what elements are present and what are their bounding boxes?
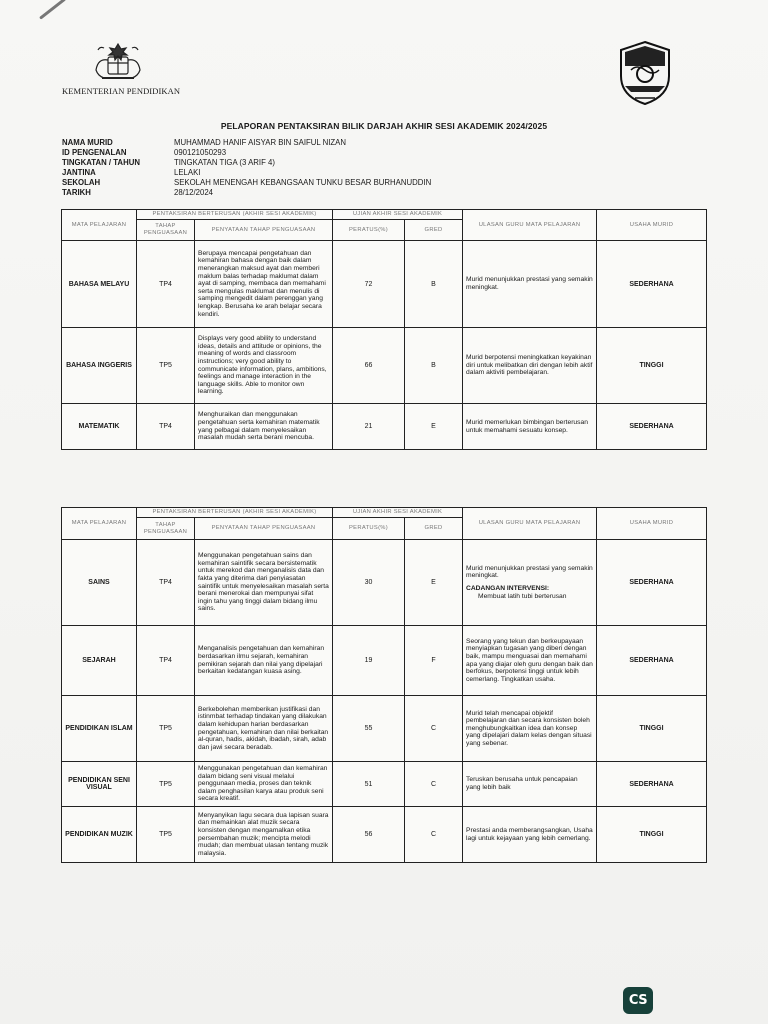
table-row bbox=[62, 404, 707, 450]
grade-cell: F bbox=[405, 626, 463, 696]
intervention-text: Membuat latih tubi berterusan bbox=[478, 592, 567, 600]
percent-cell: 21 bbox=[333, 404, 405, 450]
teacher-comment-text: Murid berpotensi meningkatkan keyakinan diri untuk melibatkan diri dengan lebih aktif dalam aktiviti pembelajaran. bbox=[466, 354, 593, 377]
intervention-label: CADANGAN INTERVENSI: bbox=[466, 585, 550, 592]
header-mastery-level: TAHAP PENGUASAAN bbox=[137, 518, 195, 540]
percent-cell: 72 bbox=[333, 241, 405, 328]
subject-cell: SEJARAH bbox=[62, 626, 137, 696]
header-teacher-comment: ULASAN GURU MATA PELAJARAN bbox=[463, 508, 597, 540]
effort-cell: SEDERHANA bbox=[597, 241, 707, 328]
mastery-statement-cell: Menganalisis pengetahuan dan kemahiran berdasarkan ilmu sejarah, kemahiran pemikiran sejarah dan nilai yang dipelajari berkaitan kedatangan kuasa asing. bbox=[195, 626, 333, 696]
pen-mark bbox=[39, 0, 66, 20]
header-percent: PERATUS(%) bbox=[333, 220, 405, 241]
header-exam: UJIAN AKHIR SESI AKADEMIK bbox=[333, 210, 463, 220]
subject-cell: PENDIDIKAN ISLAM bbox=[62, 696, 137, 762]
table-row bbox=[62, 807, 707, 863]
table-row bbox=[62, 241, 707, 328]
effort-cell: TINGGI bbox=[597, 328, 707, 404]
assessment-table-2 bbox=[61, 507, 707, 863]
header-grade: GRED bbox=[405, 220, 463, 241]
mastery-level-cell: TP5 bbox=[137, 807, 195, 863]
teacher-comment-cell bbox=[463, 241, 597, 328]
grade-cell: B bbox=[405, 328, 463, 404]
teacher-comment-cell bbox=[463, 626, 597, 696]
student-info-label: SEKOLAH bbox=[62, 178, 101, 187]
teacher-comment-text: Teruskan berusaha untuk pencapaian yang lebih baik bbox=[466, 776, 578, 791]
student-info-value: TINGKATAN TIGA (3 ARIF 4) bbox=[174, 158, 275, 167]
teacher-comment-cell bbox=[463, 807, 597, 863]
student-info-label: ID PENGENALAN bbox=[62, 148, 127, 157]
grade-cell: E bbox=[405, 404, 463, 450]
table-row bbox=[62, 328, 707, 404]
grade-cell: E bbox=[405, 540, 463, 626]
student-info-row bbox=[62, 148, 431, 158]
mastery-level-cell: TP5 bbox=[137, 762, 195, 807]
header-effort: USAHA MURID bbox=[597, 210, 707, 241]
table-row bbox=[62, 696, 707, 762]
header-mastery-level: TAHAP PENGUASAAN bbox=[137, 220, 195, 241]
effort-cell: SEDERHANA bbox=[597, 762, 707, 807]
student-info-label: JANTINA bbox=[62, 168, 96, 177]
teacher-comment-text: Seorang yang tekun dan berkeupayaan menyiapkan tugasan yang diberi dengan baik, mampu menguasai dan memahami apa yang diajar oleh guru dengan baik dan berfokus, berpotensi tinggi untuk lebih cemerlang. Tingkatkan usaha. bbox=[466, 637, 593, 683]
percent-cell: 66 bbox=[333, 328, 405, 404]
teacher-comment-cell bbox=[463, 404, 597, 450]
percent-cell: 55 bbox=[333, 696, 405, 762]
teacher-comment-cell bbox=[463, 762, 597, 807]
camscanner-icon[interactable]: CS bbox=[623, 987, 653, 1014]
mastery-statement-cell: Menyanyikan lagu secara dua lapisan suara dan memainkan alat muzik secara konsisten dengan mengamalkan etika persembahan muzik; mencipta melodi mudah; dan membuat ulasan tentang muzik malaysia. bbox=[195, 807, 333, 863]
header-subject: MATA PELAJARAN bbox=[62, 508, 137, 540]
student-info-value: LELAKI bbox=[174, 168, 201, 177]
grade-cell: B bbox=[405, 241, 463, 328]
mastery-statement-cell: Menggunakan pengetahuan sains dan kemahiran saintifik secara bersistematik untuk merekod dan menganalisis data dan fakta yang diterima dari penyiasatan saintifik untuk menyelesaikan masalah serta berani menerokai dan mempunyai sifat ingin tahu yang tinggi dalam bidang ilmu sains. bbox=[195, 540, 333, 626]
grade-cell: C bbox=[405, 696, 463, 762]
subject-cell: BAHASA MELAYU bbox=[62, 241, 137, 328]
table-row bbox=[62, 626, 707, 696]
mastery-statement-cell: Menggunakan pengetahuan dan kemahiran dalam bidang seni visual melalui penggunaan media, proses dan teknik dalam penghasilan karya atau produk seni secara kreatif. bbox=[195, 762, 333, 807]
header-teacher-comment: ULASAN GURU MATA PELAJARAN bbox=[463, 210, 597, 241]
teacher-comment-text: Murid memerlukan bimbingan berterusan untuk memahami sesuatu konsep. bbox=[466, 418, 588, 434]
mastery-level-cell: TP5 bbox=[137, 328, 195, 404]
student-info-value: SEKOLAH MENENGAH KEBANGSAAN TUNKU BESAR BURHANUDDIN bbox=[174, 178, 432, 187]
student-info-row bbox=[62, 138, 431, 148]
subject-cell: PENDIDIKAN SENI VISUAL bbox=[62, 762, 137, 807]
header-exam: UJIAN AKHIR SESI AKADEMIK bbox=[333, 508, 463, 518]
header-mastery-statement: PENYATAAN TAHAP PENGUASAAN bbox=[195, 518, 333, 540]
report-title: PELAPORAN PENTAKSIRAN BILIK DARJAH AKHIR SESI AKADEMIK 2024/2025 bbox=[220, 121, 548, 131]
table-row bbox=[62, 540, 707, 626]
mastery-level-cell: TP5 bbox=[137, 696, 195, 762]
effort-cell: TINGGI bbox=[597, 807, 707, 863]
mastery-level-cell: TP4 bbox=[137, 540, 195, 626]
header-continuous: PENTAKSIRAN BERTERUSAN (AKHIR SESI AKADEMIK) bbox=[137, 210, 333, 220]
table-row bbox=[62, 762, 707, 807]
percent-cell: 56 bbox=[333, 807, 405, 863]
mastery-statement-cell: Displays very good ability to understand ideas, details and attitude or opinions, the meaning of words and classroom instructions; very good ability to communicate information, plans, ambitions, feelings and manage interaction in the language skills. Able to monitor own learning. bbox=[195, 328, 333, 404]
student-info-label: TINGKATAN / TAHUN bbox=[62, 158, 140, 167]
teacher-comment-text: Murid menunjukkan prestasi yang semakin meningkat. bbox=[466, 564, 593, 580]
ministry-name: KEMENTERIAN PENDIDIKAN bbox=[62, 86, 181, 96]
header-subject: MATA PELAJARAN bbox=[62, 210, 137, 241]
header-effort: USAHA MURID bbox=[597, 508, 707, 540]
teacher-comment-text: Murid telah mencapai objektif pembelajaran dan secara konsisten boleh menghubungkaitkan idea dan konsep yang dipelajari dalam kelas dengan situasi yang sebenar. bbox=[466, 709, 592, 747]
teacher-comment-text: Prestasi anda memberangsangkan, Usaha lagi untuk kejayaan yang lebih cemerlang. bbox=[466, 826, 593, 842]
teacher-comment-cell bbox=[463, 540, 597, 626]
student-info-row bbox=[62, 158, 431, 168]
student-info-row bbox=[62, 188, 431, 198]
mastery-level-cell: TP4 bbox=[137, 404, 195, 450]
header-continuous: PENTAKSIRAN BERTERUSAN (AKHIR SESI AKADEMIK) bbox=[137, 508, 333, 518]
student-info-value: 090121050293 bbox=[174, 148, 227, 157]
student-info-row bbox=[62, 178, 431, 188]
student-info bbox=[62, 138, 431, 198]
grade-cell: C bbox=[405, 762, 463, 807]
subject-cell: MATEMATIK bbox=[62, 404, 137, 450]
header-grade: GRED bbox=[405, 518, 463, 540]
grade-cell: C bbox=[405, 807, 463, 863]
teacher-comment-cell bbox=[463, 696, 597, 762]
mastery-statement-cell: Berupaya mencapai pengetahuan dan kemahiran bahasa dengan baik dalam menerangkan maksud ayat dan memberi maklum balas terhadap maklumat dalam ayat di samping, membaca dan memahami serta mengulas maklumat dan menulis di samping mengedit dalam perenggan yang lengkap. Berusaha ke arah belajar secara kendiri. bbox=[195, 241, 333, 328]
assessment-table-1 bbox=[61, 209, 707, 450]
teacher-comment-text: Murid menunjukkan prestasi yang semakin meningkat. bbox=[466, 276, 593, 291]
mastery-level-cell: TP4 bbox=[137, 626, 195, 696]
mastery-level-cell: TP4 bbox=[137, 241, 195, 328]
header-percent: PERATUS(%) bbox=[333, 518, 405, 540]
effort-cell: SEDERHANA bbox=[597, 626, 707, 696]
mastery-statement-cell: Menghuraikan dan menggunakan pengetahuan serta kemahiran matematik yang pelbagai dalam menyelesaikan masalah mudah serta berani mencuba. bbox=[195, 404, 333, 450]
subject-cell: BAHASA INGGERIS bbox=[62, 328, 137, 404]
percent-cell: 51 bbox=[333, 762, 405, 807]
effort-cell: SEDERHANA bbox=[597, 540, 707, 626]
school-crest-icon bbox=[617, 40, 673, 106]
percent-cell: 19 bbox=[333, 626, 405, 696]
subject-cell: PENDIDIKAN MUZIK bbox=[62, 807, 137, 863]
student-info-label: TARIKH bbox=[62, 188, 91, 197]
student-info-value: 28/12/2024 bbox=[174, 188, 214, 197]
malaysia-coat-of-arms-icon bbox=[88, 40, 148, 84]
student-info-value: MUHAMMAD HANIF AISYAR BIN SAIFUL NIZAN bbox=[174, 138, 346, 147]
effort-cell: SEDERHANA bbox=[597, 404, 707, 450]
student-info-label: NAMA MURID bbox=[62, 138, 113, 147]
effort-cell: TINGGI bbox=[597, 696, 707, 762]
mastery-statement-cell: Berkebolehan memberikan justifikasi dan istinmbat terhadap tindakan yang dilakukan dalam kehidupan harian berdasarkan pengetahuan, kemahiran dan nilai berkaitan al-quran, hadis, akidah, ibadah, sirah, adab dan jawi secara beradab. bbox=[195, 696, 333, 762]
percent-cell: 30 bbox=[333, 540, 405, 626]
subject-cell: SAINS bbox=[62, 540, 137, 626]
student-info-row bbox=[62, 168, 431, 178]
header-mastery-statement: PENYATAAN TAHAP PENGUASAAN bbox=[195, 220, 333, 241]
teacher-comment-cell bbox=[463, 328, 597, 404]
